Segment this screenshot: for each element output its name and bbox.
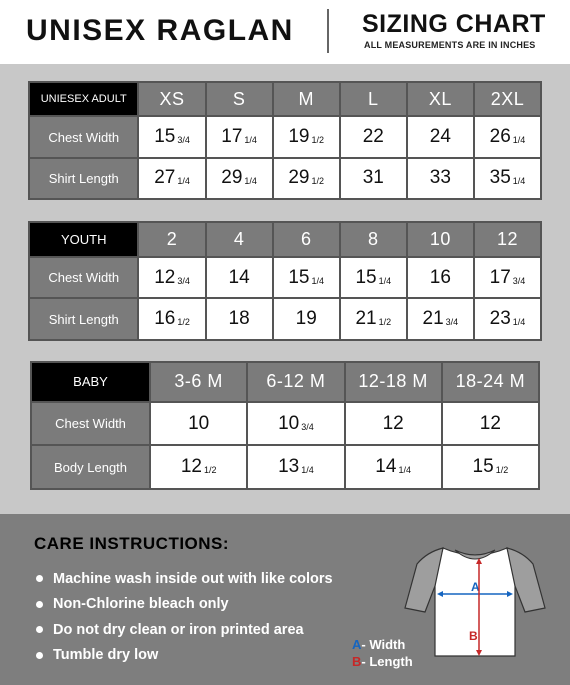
measurement-cell	[207, 258, 272, 298]
measurement-fraction: 1/4	[244, 135, 257, 146]
measurement-fraction: 1/4	[512, 317, 526, 328]
measurement-whole: 14	[228, 266, 250, 288]
care-title: CARE INSTRUCTIONS:	[34, 534, 230, 553]
measurement-fraction: 1/2	[177, 317, 190, 328]
measurement-fraction: 1/4	[244, 176, 257, 187]
measurement-cell	[408, 159, 473, 198]
size-header: 10	[408, 223, 473, 256]
measurement-fraction: 1/4	[512, 135, 526, 146]
measurement-fraction: 1/2	[311, 176, 325, 187]
measurement-cell	[139, 159, 204, 198]
measurement-whole: 10	[278, 412, 300, 434]
measurement-cell	[341, 159, 406, 198]
length-marker: B	[469, 629, 478, 643]
measurement-whole: 33	[429, 167, 451, 189]
measurement-whole: 22	[362, 126, 384, 148]
measurement-cell	[207, 117, 272, 156]
header-divider	[327, 9, 329, 53]
measurement-cell	[346, 403, 441, 445]
measurement-whole: 12	[154, 266, 176, 288]
measurement-fraction: 1/4	[512, 176, 526, 187]
size-header: M	[274, 83, 339, 115]
measurement-cell	[341, 299, 406, 339]
size-header: 4	[207, 223, 272, 256]
measurement-cell	[408, 117, 473, 156]
legend-width	[352, 636, 413, 653]
measurement-cell	[248, 403, 343, 445]
measurement-fraction: 1/2	[378, 317, 392, 328]
header	[0, 0, 570, 64]
measurement-whole: 16	[429, 266, 451, 288]
raglan-shirt-diagram	[403, 538, 548, 658]
care-item-text: Tumble dry low	[53, 647, 159, 664]
measurement-fraction: 1/4	[378, 275, 392, 286]
row-label: Chest Width	[30, 117, 137, 156]
measurement-fraction: 1/4	[301, 465, 314, 476]
measurement-cell	[341, 258, 406, 298]
measurement-whole: 17	[489, 266, 511, 288]
chart-title: SIZING CHART	[362, 10, 546, 38]
care-item	[36, 617, 333, 643]
table-section-label: BABY	[32, 363, 149, 401]
care-instructions-panel	[0, 514, 570, 685]
size-header: 12	[475, 223, 540, 256]
measurement-fraction: 1/4	[398, 465, 411, 476]
baby-size-table	[30, 361, 540, 490]
measurement-whole: 27	[154, 167, 176, 189]
care-item-text: Machine wash inside out with like colors	[53, 570, 333, 587]
measurement-whole: 21	[355, 308, 377, 330]
legend-width-text: - Width	[361, 637, 406, 652]
measurement-cell	[207, 159, 272, 198]
measurement-cell	[151, 403, 246, 445]
measurement-cell	[475, 117, 540, 156]
measurement-fraction: 1/4	[311, 275, 325, 286]
care-item	[36, 592, 333, 618]
bullet-icon	[36, 652, 43, 659]
measurement-whole: 12	[479, 412, 501, 434]
measurement-whole: 31	[362, 167, 384, 189]
width-marker: A	[471, 580, 480, 594]
page-title: UNISEX RAGLAN	[26, 14, 294, 47]
measurement-whole: 35	[489, 167, 511, 189]
table-section-label: UNIESEX ADULT	[30, 83, 137, 115]
measurement-legend	[352, 636, 413, 670]
row-label: Chest Width	[30, 258, 137, 298]
measurement-cell	[346, 446, 441, 488]
measurement-cell	[139, 258, 204, 298]
measurement-fraction: 3/4	[512, 275, 526, 286]
measurement-whole: 15	[472, 456, 494, 478]
measurement-cell	[274, 117, 339, 156]
legend-width-key: A	[352, 637, 362, 652]
bullet-icon	[36, 575, 43, 582]
measurement-cell	[139, 299, 204, 339]
measurement-cell	[341, 117, 406, 156]
measurement-fraction: 1/2	[311, 135, 325, 146]
measurement-whole: 15	[154, 126, 176, 148]
measurement-cell	[248, 446, 343, 488]
bullet-icon	[36, 601, 43, 608]
measurement-whole: 23	[489, 308, 511, 330]
measurement-fraction: 1/4	[177, 176, 190, 187]
measurement-cell	[274, 258, 339, 298]
measurement-whole: 19	[295, 308, 317, 330]
measurement-cell	[151, 446, 246, 488]
size-header: 2	[139, 223, 204, 256]
measurement-whole: 12	[382, 412, 404, 434]
measurement-cell	[207, 299, 272, 339]
row-label: Body Length	[32, 446, 149, 488]
measurement-whole: 29	[288, 167, 310, 189]
measurement-cell	[475, 299, 540, 339]
measurement-whole: 16	[154, 308, 176, 330]
measurement-fraction: 3/4	[301, 421, 314, 432]
measurement-cell	[139, 117, 204, 156]
measurement-cell	[475, 258, 540, 298]
table-section-label: YOUTH	[30, 223, 137, 256]
bullet-icon	[36, 626, 43, 633]
size-header: 6	[274, 223, 339, 256]
size-header: 18-24 M	[443, 363, 538, 401]
legend-length-text: - Length	[361, 654, 413, 669]
measurement-whole: 24	[429, 126, 451, 148]
size-header: 8	[341, 223, 406, 256]
measurement-fraction: 3/4	[445, 317, 459, 328]
measurement-fraction: 1/2	[495, 465, 509, 476]
measurement-fraction: 1/2	[203, 465, 217, 476]
size-header: XS	[139, 83, 204, 115]
measurement-whole: 17	[221, 126, 243, 148]
row-label: Shirt Length	[30, 159, 137, 198]
size-header: 6-12 M	[248, 363, 343, 401]
measurement-cell	[274, 299, 339, 339]
measurement-whole: 18	[228, 308, 250, 330]
measurement-whole: 29	[221, 167, 243, 189]
measurement-whole: 19	[288, 126, 310, 148]
measurement-whole: 14	[375, 456, 397, 478]
size-header: 2XL	[475, 83, 540, 115]
row-label: Chest Width	[32, 403, 149, 445]
measurement-whole: 15	[288, 266, 310, 288]
measurement-whole: 26	[489, 126, 511, 148]
measurement-whole: 13	[278, 456, 300, 478]
measurement-cell	[408, 258, 473, 298]
legend-length	[352, 653, 413, 670]
youth-size-table	[28, 221, 542, 341]
size-header: 3-6 M	[151, 363, 246, 401]
adult-size-table	[28, 81, 542, 200]
size-header: S	[207, 83, 272, 115]
measurement-cell	[443, 446, 538, 488]
care-item-text: Do not dry clean or iron printed area	[53, 621, 304, 638]
measurement-fraction: 3/4	[177, 135, 190, 146]
size-header: L	[341, 83, 406, 115]
row-label: Shirt Length	[30, 299, 137, 339]
care-item	[36, 566, 333, 592]
measurement-cell	[443, 403, 538, 445]
measurement-fraction: 3/4	[177, 275, 190, 286]
size-header: XL	[408, 83, 473, 115]
care-item	[36, 643, 333, 669]
size-header: 12-18 M	[346, 363, 441, 401]
measurement-whole: 10	[188, 412, 210, 434]
measurement-cell	[408, 299, 473, 339]
measurement-whole: 15	[355, 266, 377, 288]
measurement-whole: 12	[180, 456, 202, 478]
care-item-text: Non-Chlorine bleach only	[53, 596, 229, 613]
measurement-whole: 21	[422, 308, 444, 330]
care-list	[36, 566, 333, 668]
legend-length-key: B	[352, 654, 362, 669]
measurement-cell	[475, 159, 540, 198]
measurement-note: ALL MEASUREMENTS ARE IN INCHES	[364, 40, 536, 50]
measurement-cell	[274, 159, 339, 198]
